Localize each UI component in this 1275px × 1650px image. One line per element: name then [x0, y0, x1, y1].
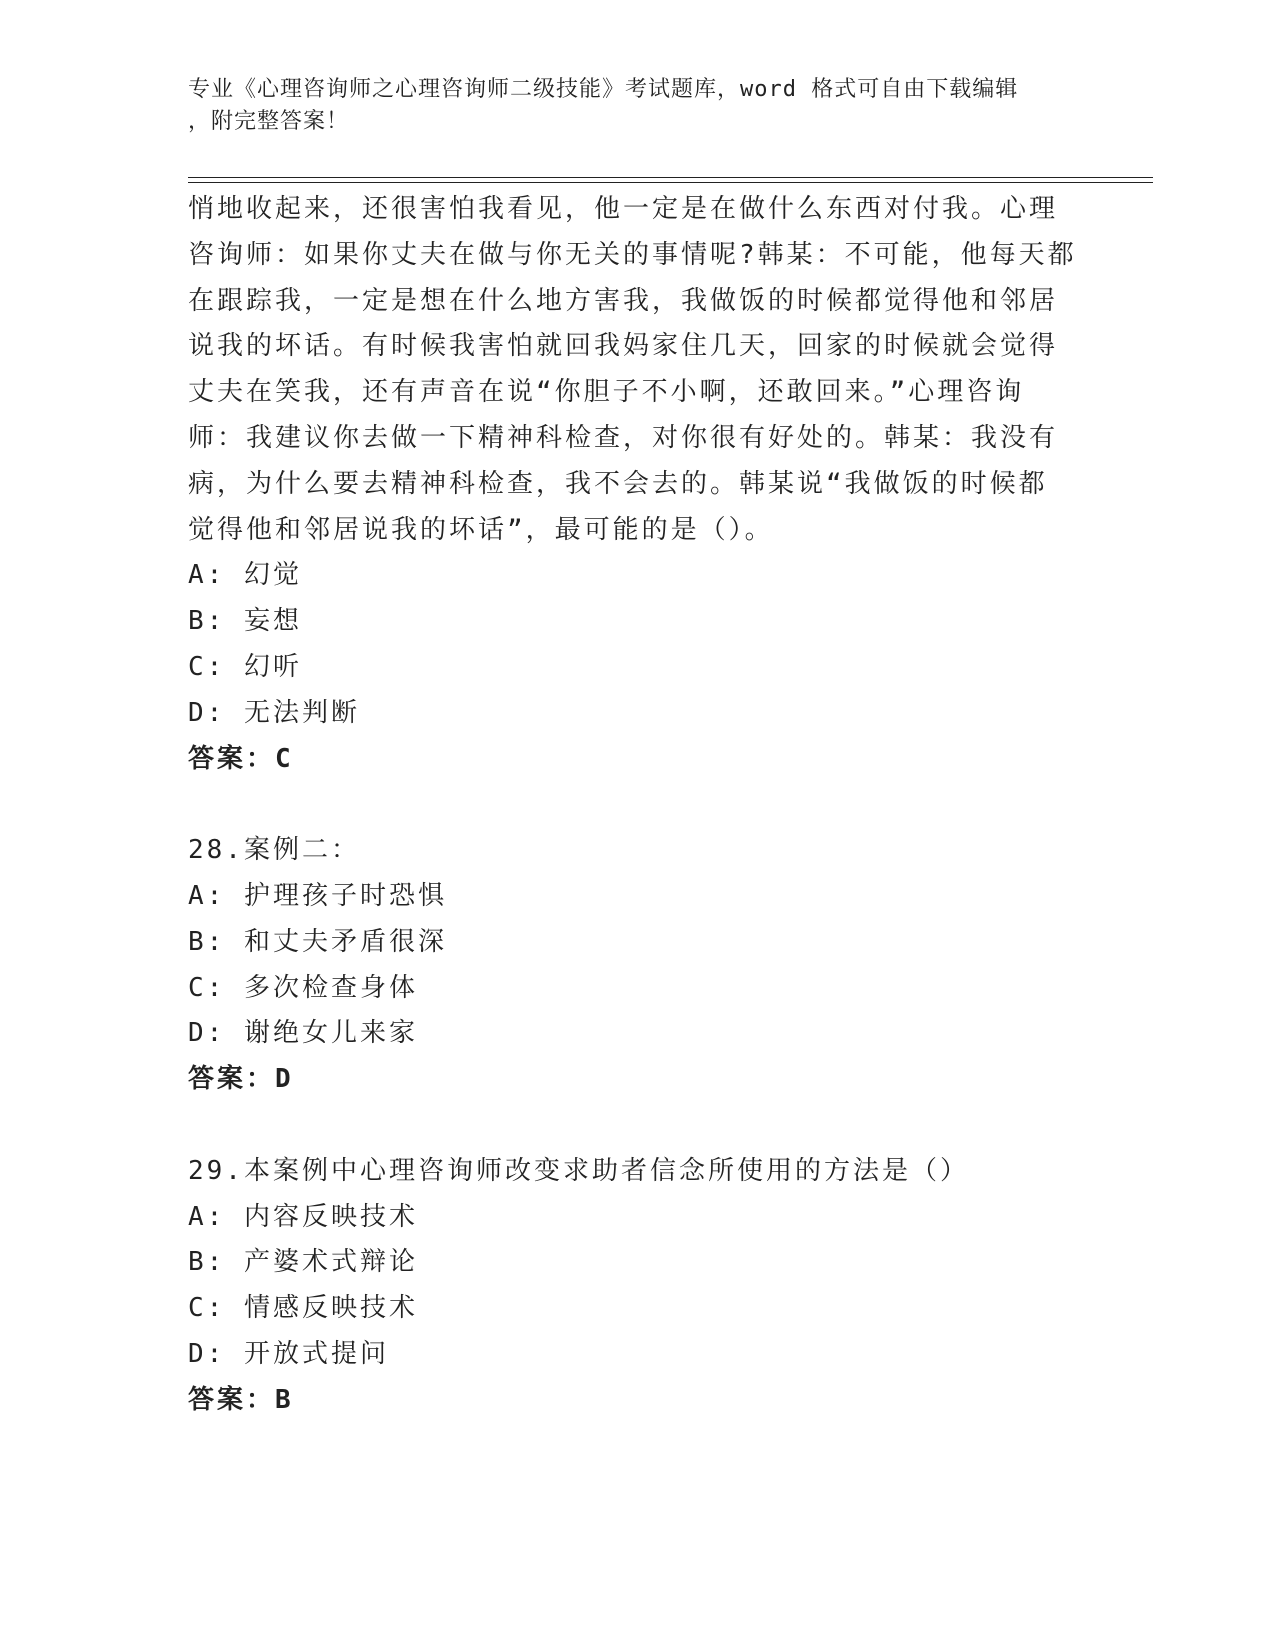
answer-label: 答案：B [188, 1384, 294, 1415]
answer-label: 答案：C [188, 743, 294, 774]
page-header [188, 74, 1088, 138]
question-stem-line: 悄地收起来，还很害怕我看见，他一定是在做什么东西对付我。心理 [188, 194, 1059, 224]
option-a: A: 幻觉 [188, 560, 302, 591]
question-title: 29.本案例中心理咨询师改变求助者信念所使用的方法是（） [188, 1155, 969, 1186]
option-b: B: 产婆术式辩论 [188, 1247, 418, 1278]
option-d: D: 无法判断 [188, 697, 360, 728]
answer-label: 答案：D [188, 1064, 294, 1095]
header-line-2: ，附完整答案！ [188, 109, 350, 134]
option-c: C: 多次检查身体 [188, 972, 418, 1003]
header-line-1: 专业《心理咨询师之心理咨询师二级技能》考试题库，word 格式可自由下载编辑 [188, 77, 1019, 102]
question-stem-line: 师：我建议你去做一下精神科检查，对你很有好处的。韩某：我没有 [188, 422, 1059, 453]
question-title: 28.案例二： [188, 835, 360, 866]
option-c: C: 情感反映技术 [188, 1293, 418, 1324]
header-divider-top [188, 177, 1153, 178]
question-29 [188, 1149, 1078, 1424]
option-d: D: 开放式提问 [188, 1338, 389, 1369]
question-stem-line: 觉得他和邻居说我的坏话”，最可能的是（）。 [188, 514, 774, 545]
header-divider-bottom [188, 182, 1153, 183]
option-b: B: 和丈夫矛盾很深 [188, 926, 447, 957]
question-stem-line: 丈夫在笑我，还有声音在说“你胆子不小啊，还敢回来。”心理咨询 [188, 377, 1025, 408]
question-stem-line: 病，为什么要去精神科检查，我不会去的。韩某说“我做饭的时候都 [188, 468, 1048, 499]
question-stem-line: 在跟踪我，一定是想在什么地方害我，我做饭的时候都觉得他和邻居 [188, 285, 1059, 316]
question-28 [188, 828, 1078, 1103]
option-a: A: 护理孩子时恐惧 [188, 880, 447, 911]
question-content [188, 187, 1078, 1424]
option-a: A: 内容反映技术 [188, 1201, 418, 1232]
option-d: D: 谢绝女儿来家 [188, 1018, 418, 1049]
spacer [188, 782, 1078, 828]
option-c: C: 幻听 [188, 651, 302, 682]
option-b: B: 妄想 [188, 606, 302, 637]
question-stem-line: 咨询师：如果你丈夫在做与你无关的事情呢?韩某：不可能，他每天都 [188, 239, 1077, 270]
question-27 [188, 187, 1078, 782]
question-stem-line: 说我的坏话。有时候我害怕就回我妈家住几天，回家的时候就会觉得 [188, 331, 1059, 362]
spacer [188, 1103, 1078, 1149]
